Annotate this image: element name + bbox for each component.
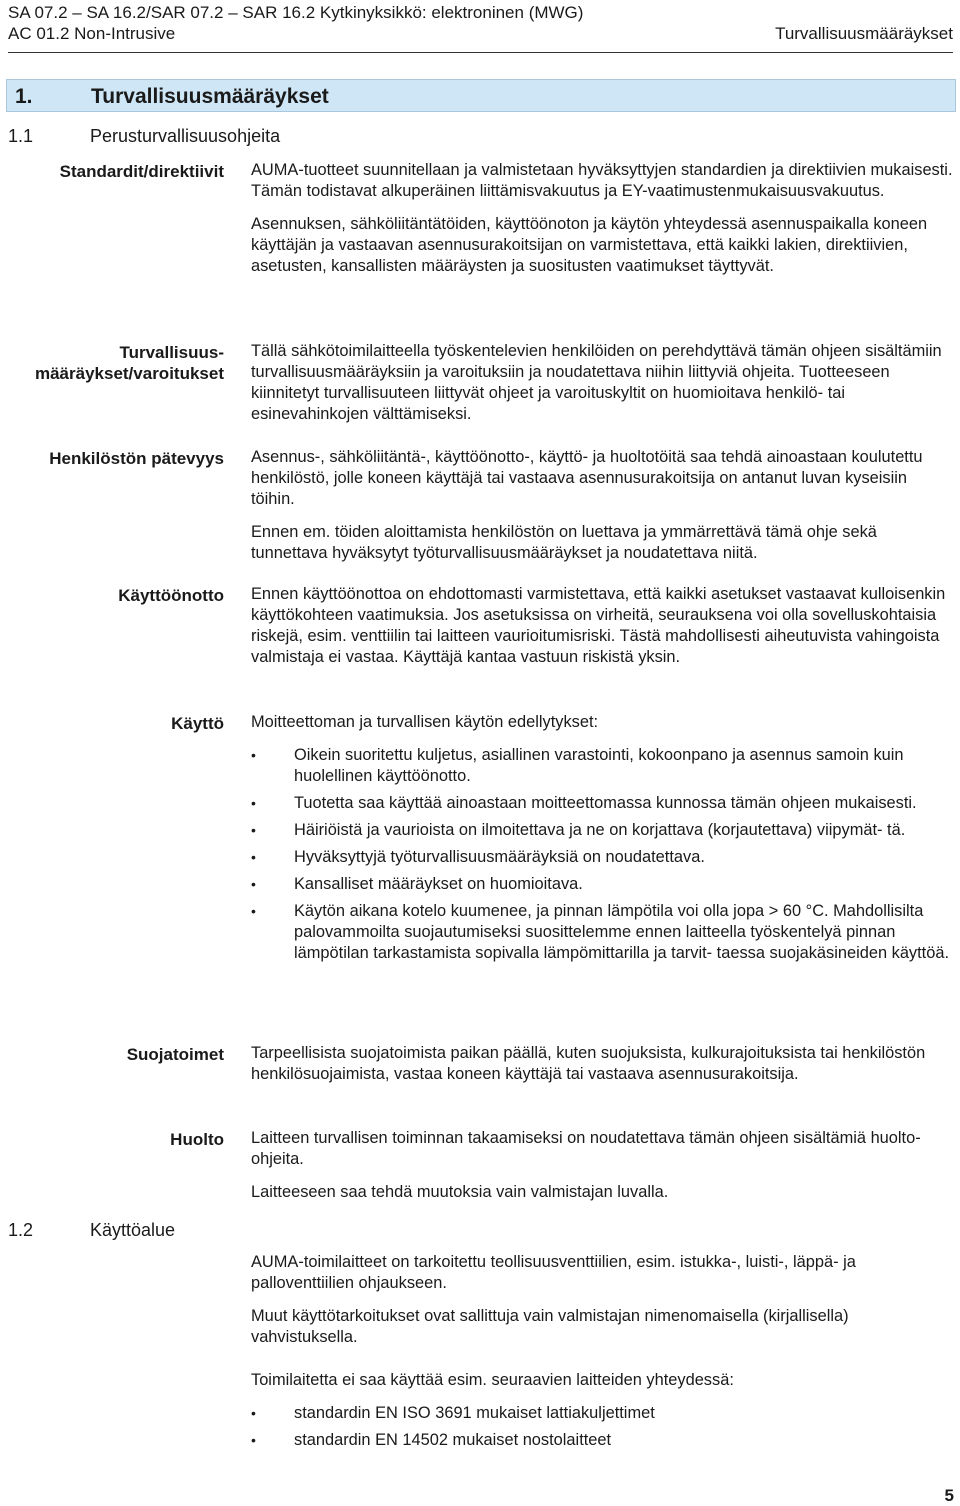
paragraph: Moitteettoman ja turvallisen käytön edellytykset:	[251, 713, 599, 731]
block-kayttoonotto	[251, 584, 955, 668]
header-section-title: Turvallisuusmääräykset	[775, 24, 953, 43]
header-product-line: SA 07.2 – SA 16.2/SAR 07.2 – SAR 16.2 Kytkinyksikkö: elektroninen (MWG)	[8, 3, 584, 22]
section-title: Perusturvallisuusohjeita	[90, 126, 281, 146]
paragraph: Tarpeellisista suojatoimista paikan päällä, kuten suojuksista, kulkurajoituksista tai henkilöstön henkilösuojaimista, vastaa koneen käyttäjä tai vastaava asennusurakoitsija.	[251, 1044, 926, 1083]
block-standardit	[251, 160, 955, 277]
label-standardit: Standardit/direktiivit	[59, 162, 224, 181]
label-kaytto: Käyttö	[171, 714, 224, 733]
bullet-list	[251, 745, 955, 964]
label-turvallisuus	[0, 342, 224, 384]
block-huolto	[251, 1128, 955, 1203]
list-item: • standardin EN 14502 mukaiset nostolaitteet	[251, 1430, 955, 1451]
header-divider	[8, 52, 953, 53]
paragraph: AUMA-toimilaitteet on tarkoitettu teollisuusventtiilien, esim. istukka-, luisti-, läppä- ja palloventtiilien ohjaukseen.	[251, 1253, 856, 1292]
list-item: • Häiriöistä ja vaurioista on ilmoitettava ja ne on korjattava (korjautettava) viipymät- tä.	[251, 820, 955, 841]
list-item: • Tuotetta saa käyttää ainoastaan moitteettomassa kunnossa tämän ohjeen mukaisesti.	[251, 793, 955, 814]
list-item: • Hyväksyttyjä työturvallisuusmääräyksiä on noudatettava.	[251, 847, 955, 868]
chapter-title: Turvallisuusmääräykset	[91, 85, 329, 108]
paragraph: Toimilaitetta ei saa käyttää esim. seuraavien laitteiden yhteydessä:	[251, 1371, 734, 1389]
bullet-list	[251, 1403, 955, 1451]
paragraph: Laitteen turvallisen toiminnan takaamiseksi on noudatettava tämän ohjeen sisältämiä huolto-ohjeita.	[251, 1129, 921, 1168]
label-henkiloston-patevyys: Henkilöstön pätevyys	[49, 449, 224, 468]
paragraph: Ennen käyttöönottoa on ehdottomasti varmistettava, että kaikki asetukset vastaavat kulloisenkin käyttökohteen vaatimuksia. Jos asetuksissa on virheitä, seurauksena voi olla sovelluskohtaisia riskejä, esim. venttiilin tai laitteen vaurioitumisriski. Tästä mahdollisesti aiheutuvista vahingoista valmistaja ei vastaa. Käyttäjä kantaa vastuun riskistä yksin.	[251, 585, 946, 666]
list-item: • Käytön aikana kotelo kuumenee, ja pinnan lämpötila voi olla jopa > 60 °C. Mahdollisilta palovammoilta suojautumiseksi suosittelemme ennen laitteella työskentelyä pinnan lämpötilan tarkastamista sopivalla lämpömittarilla ja tarvit- taessa suojakäsineiden käyttöä.	[251, 901, 955, 964]
chapter-number: 1.	[15, 85, 33, 108]
chapter-heading	[6, 79, 956, 112]
paragraph: AUMA-tuotteet suunnitellaan ja valmistetaan hyväksyttyjen standardien ja direktiivien mukaisesti. Tämän todistavat alkuperäinen liittämisvakuutus ja EY-vaatimustenmukaisuusvakuutus.	[251, 161, 953, 200]
list-item: • Kansalliset määräykset on huomioitava.	[251, 874, 955, 895]
paragraph: Asennuksen, sähköliitäntätöiden, käyttöönoton ja käytön yhteydessä asennuspaikalla koneen käyttäjän ja vastaavan asennusurakoitsijan on varmistettava, että kaikki lakien, direktiivien, asetusten, kansallisten määräysten ja suositusten vaatimukset täyttyvät.	[251, 215, 928, 275]
label-kayttoonotto: Käyttöönotto	[118, 586, 224, 605]
paragraph: Tällä sähkötoimilaitteella työskentelevien henkilöiden on perehdyttävä tämän ohjeen sisältämiin turvallisuusmääräyksiin ja varoituksiin ja noudatettava niihin liittyviä ohjeita. Tuotteeseen kiinnitetyt turvallisuuteen liittyvät ohjeet ja varoituskyltit on huomioitava henkilö- tai esinevahinkojen välttämiseksi.	[251, 342, 942, 423]
paragraph: Muut käyttötarkoitukset ovat sallittuja vain valmistajan nimenomaisella (kirjallisella) vahvistuksella.	[251, 1307, 849, 1346]
block-turvallisuus	[251, 341, 955, 425]
label-turvallisuus-line2: määräykset/varoitukset	[34, 364, 224, 383]
block-henkilosto	[251, 447, 955, 564]
label-suojatoimet: Suojatoimet	[126, 1045, 224, 1064]
section-number: 1.1	[8, 126, 34, 146]
paragraph: Laitteeseen saa tehdä muutoksia vain valmistajan luvalla.	[251, 1183, 669, 1201]
paragraph: Ennen em. töiden aloittamista henkilöstön on luettava ja ymmärrettävä tämä ohje sekä tunnettava hyväksytyt työturvallisuusmääräykset ja noudatettava niitä.	[251, 523, 877, 562]
header-controls-line: AC 01.2 Non-Intrusive	[8, 24, 176, 43]
page-number: 5	[944, 1486, 954, 1505]
list-item: • Oikein suoritettu kuljetus, asiallinen varastointi, kokoonpano ja asennus samoin kuin huolellinen käyttöönotto.	[251, 745, 955, 787]
block-suojatoimet	[251, 1043, 955, 1085]
block-kayttoalue	[251, 1252, 955, 1451]
block-kaytto	[251, 712, 955, 964]
section-title: Käyttöalue	[90, 1220, 176, 1240]
section-number: 1.2	[8, 1220, 34, 1240]
list-item: • standardin EN ISO 3691 mukaiset lattiakuljettimet	[251, 1403, 955, 1424]
label-huolto: Huolto	[170, 1130, 224, 1149]
label-turvallisuus-line1: Turvallisuus-	[119, 343, 224, 362]
paragraph: Asennus-, sähköliitäntä-, käyttöönotto-, käyttö- ja huoltotöitä saa tehdä ainoastaan koulutettu henkilöstö, jolle koneen käyttäjä tai vastaava asennusurakoitsija on antanut luvan kyseisiin töihin.	[251, 448, 923, 508]
